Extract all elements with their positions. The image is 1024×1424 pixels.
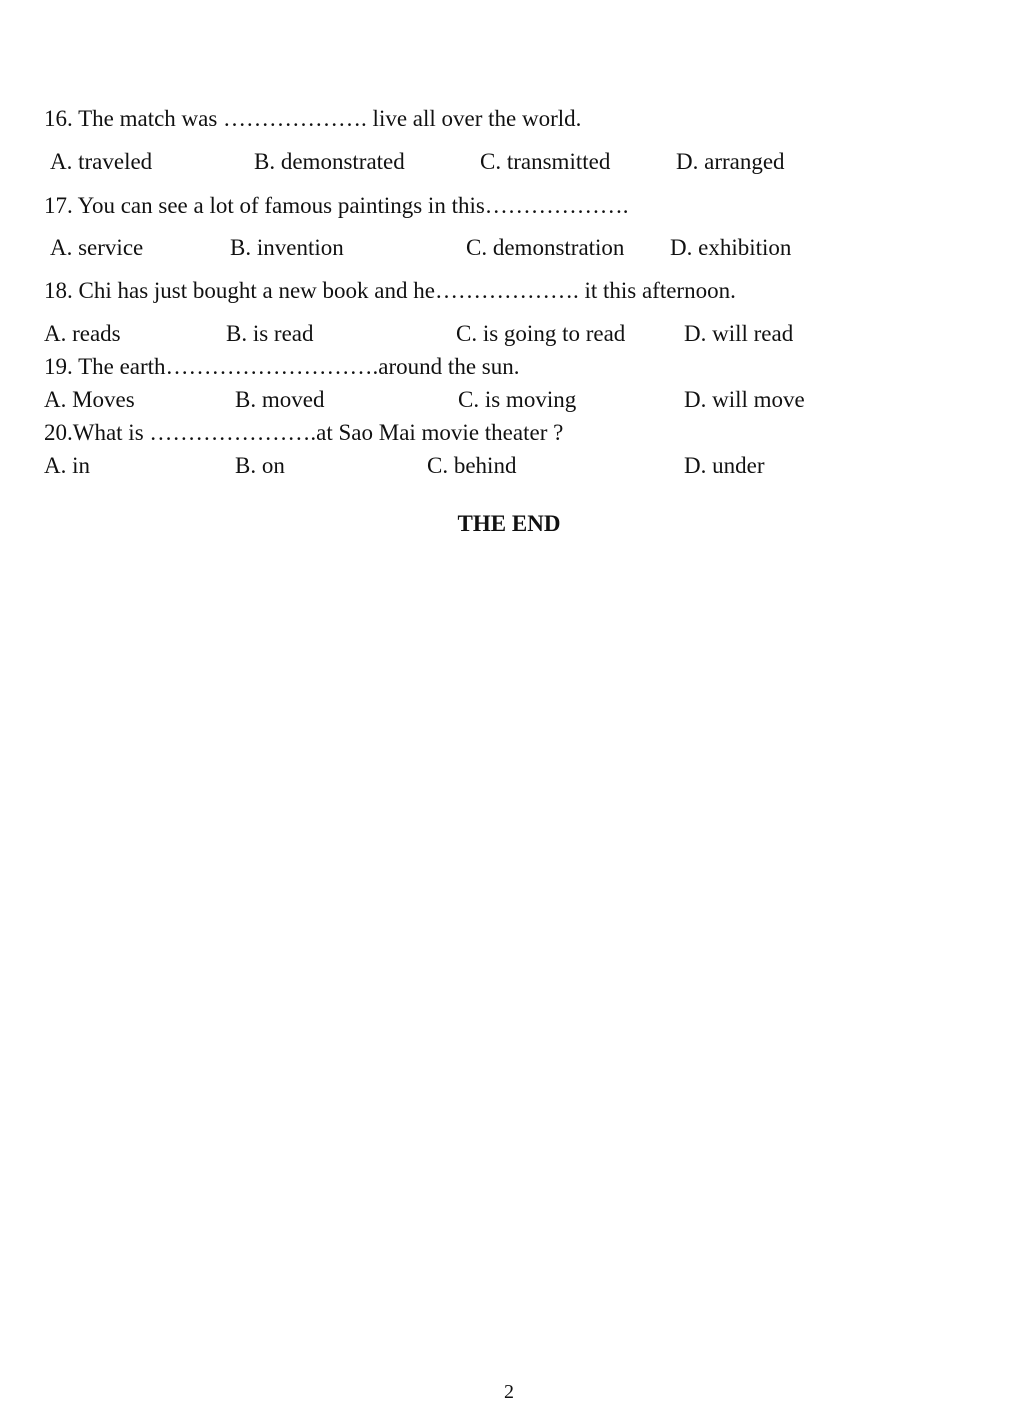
q18-option-c: C. is going to read	[456, 321, 626, 346]
q18-option-d: D. will read	[684, 321, 794, 346]
q20-option-d: D. under	[684, 453, 765, 478]
q17-option-a: A. service	[50, 235, 144, 260]
page-number: 2	[504, 1381, 514, 1403]
q20-option-c: C. behind	[427, 453, 517, 478]
question-16: 16. The match was ………………. live all over the world.	[44, 106, 582, 131]
q17-option-c: C. demonstration	[466, 235, 625, 260]
q17-option-d: D. exhibition	[670, 235, 792, 260]
q19-option-c: C. is moving	[458, 387, 577, 412]
q16-option-c: C. transmitted	[480, 149, 611, 174]
question-19: 19. The earth……………………….around the sun.	[44, 354, 520, 379]
question-20: 20.What is ………………….at Sao Mai movie theater ?	[44, 420, 564, 445]
q17-option-b: B. invention	[230, 235, 344, 260]
question-17: 17. You can see a lot of famous paintings in this……………….	[44, 193, 629, 218]
q19-option-b: B. moved	[235, 387, 325, 412]
q19-option-a: A. Moves	[44, 387, 135, 412]
q18-option-a: A. reads	[44, 321, 121, 346]
the-end-heading: THE END	[457, 511, 561, 536]
q20-option-b: B. on	[235, 453, 285, 478]
q18-option-b: B. is read	[226, 321, 314, 346]
q16-option-b: B. demonstrated	[254, 149, 405, 174]
q16-option-a: A. traveled	[50, 149, 153, 174]
q20-option-a: A. in	[44, 453, 90, 478]
q19-option-d: D. will move	[684, 387, 805, 412]
q16-option-d: D. arranged	[676, 149, 785, 174]
question-18: 18. Chi has just bought a new book and he………………. it this afternoon.	[44, 278, 736, 303]
